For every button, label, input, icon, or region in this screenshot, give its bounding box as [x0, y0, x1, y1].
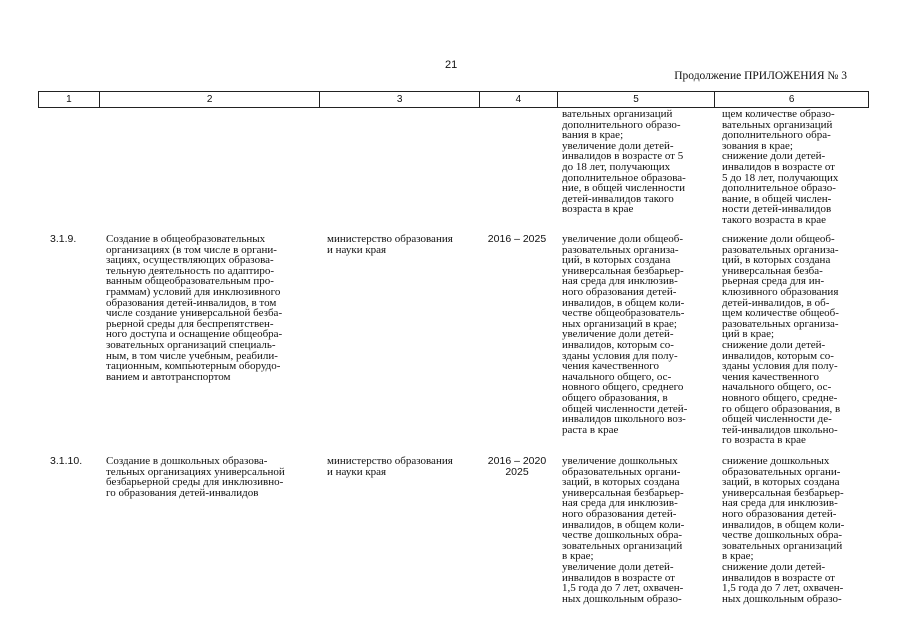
implementation-years: 2016 – 2020 2025 — [487, 455, 547, 478]
responsible-executor: министерство образования и науки края — [327, 233, 453, 256]
continued-indicator-text: вательных организаций дополнительного образо- вания в крае; увеличение доли детей- инвалидов в возрасте от 5 до 18 лет, получающих дополнительное образова- ние, в общей численности детей-инвалидов такого возраста в крае — [562, 108, 686, 216]
column-number-header — [38, 91, 869, 108]
expected-result: увеличение доли общеоб- разовательных организа- ций, в которых создана универсальная безбарьер- ная среда для инклюзив- ного образования детей- инвалидов, в общем коли- честве общеобразователь- ных организаций в крае; увеличение доли детей- инвалидов, которым со- зданы условия для полу- чения качественного начального общего, ос- новного общего, среднего общего образования, в общей численности детей- инвалидов школьного воз- раста в крае — [562, 233, 688, 436]
expected-result: увеличение дошкольных образовательных органи- заций, в которых создана универсальная безбарьер- ная среда для инклюзив- ного образования детей- инвалидов, в общем коли- честве дошкольных обра- зовательных организаций в крае; увеличение доли детей- инвалидов в возрасте от 1,5 года до 7 лет, охвачен- ных дошкольным образо- — [562, 455, 685, 605]
implementation-years: 2016 – 2025 — [487, 233, 547, 245]
non-implementation-consequence: снижение дошкольных образовательных органи- заций, в которых создана универсальная безбарьер- ная среда для инклюзив- ного образования детей- инвалидов, в общем коли- честве дошкольных обра- зовательных организаций в крае; снижение доли детей- инвалидов в возрасте от 1,5 года до 7 лет, охвачен- ных дошкольным образо- — [722, 455, 845, 605]
column-number-2: 2 — [100, 92, 320, 107]
appendix-continuation-label: Продолжение ПРИЛОЖЕНИЯ № 3 — [674, 70, 847, 82]
responsible-executor: министерство образования и науки края — [327, 455, 453, 478]
measure-name: Создание в дошкольных образова- тельных организациях универсальной безбарьерной среды для инклюзивно- го образования детей-инвалидов — [106, 455, 285, 499]
continued-consequence-text: щем количестве образо- вательных организаций дополнительного обра- зования в крае; снижение доли детей- инвалидов в возрасте от 5 до 18 лет, получающих дополнительное образо- вание, в общей числен- ности детей-инвалидов такого возраста в крае — [722, 108, 839, 226]
column-number-1: 1 — [39, 92, 100, 107]
column-number-6: 6 — [788, 94, 795, 105]
row-number: 3.1.10. — [50, 455, 83, 467]
column-number-3: 3 — [320, 92, 480, 107]
measure-name: Создание в общеобразовательных организациях (в том числе в органи- зациях, осуществляющих образова- тельную деятельность по адаптиро- ванным общеобразовательным про- граммам) условий для инклюзивного образования детей-инвалидов, в том числе создание универсальной безба- рьерной среды для беспрепятствен- ного доступа и оснащение общеобра- зовательных организаций специаль- ным, в том числе учебным, реабили- тационным, компьютерным оборудо- ванием и автотранспортом — [106, 233, 283, 383]
column-number-4: 4 — [480, 92, 558, 107]
page-number: 21 — [445, 59, 458, 71]
row-number: 3.1.9. — [50, 233, 77, 245]
column-number-5: 5 — [558, 92, 716, 107]
non-implementation-consequence: снижение доли общеоб- разовательных организа- ций, в которых создана универсальная безба- рьерная среда для ин- клюзивного образования детей-инвалидов, в об- щем количестве общеоб- разовательных организа- ций в крае; снижение доли детей- инвалидов, которым со- зданы условия для полу- чения качественного начального общего, ос- новного общего, средне- го общего образования, в общей численности де- тей-инвалидов школьно- го возраста в крае — [722, 233, 841, 447]
